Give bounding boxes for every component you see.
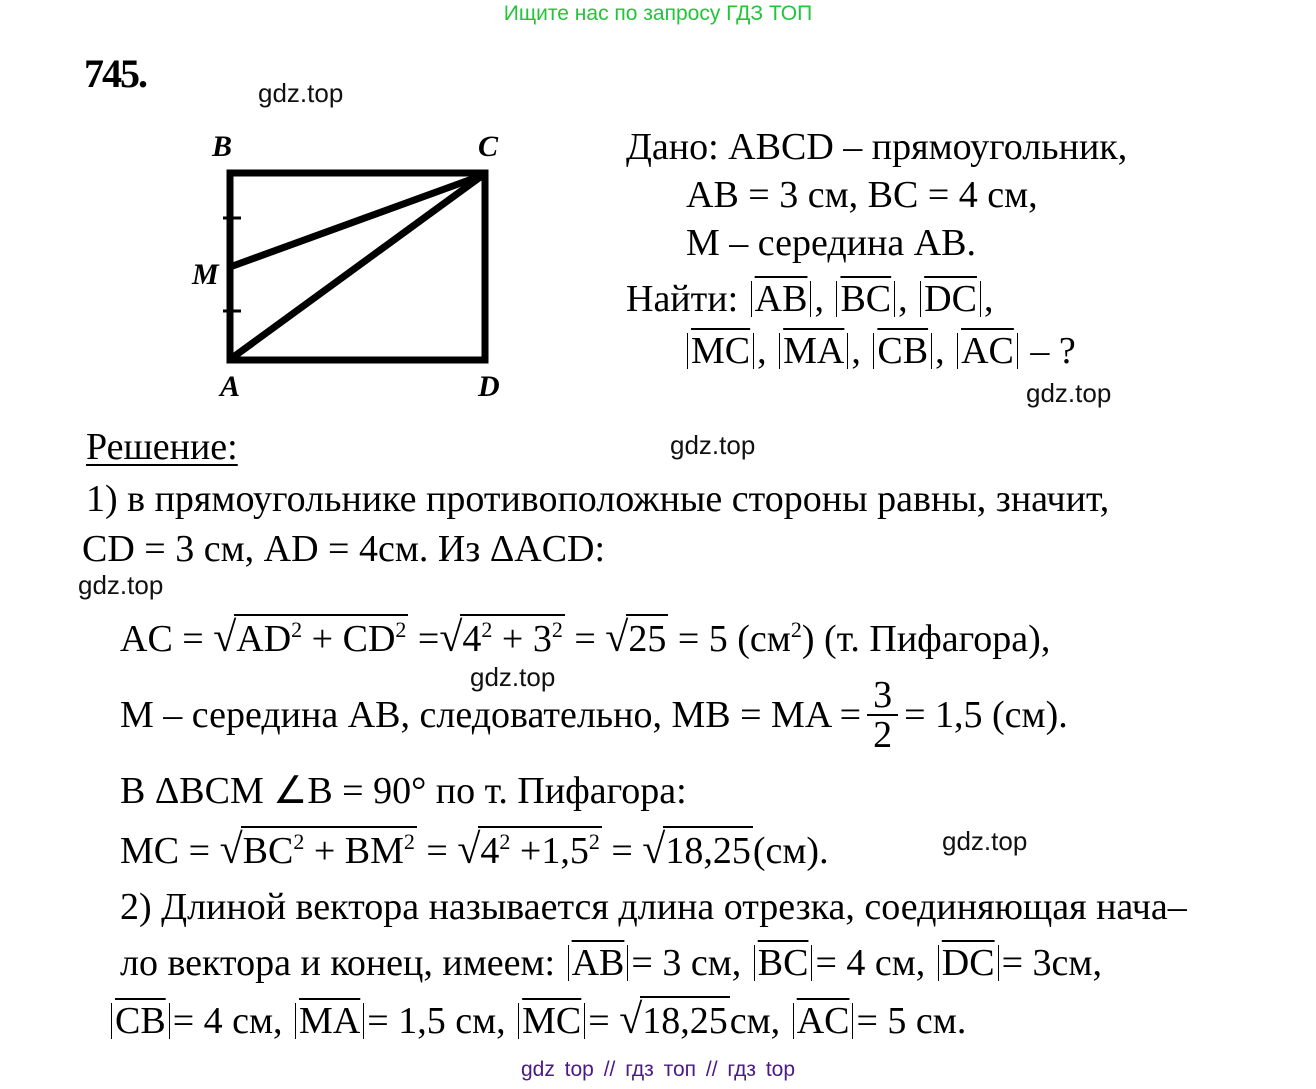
given-line-2: AB = 3 см, BC = 4 см, <box>686 174 1038 216</box>
vertex-label-a: A <box>220 370 241 403</box>
find-prefix: Найти: <box>626 278 739 320</box>
watermark: gdz.top <box>670 430 756 460</box>
vertex-label-c: C <box>478 130 499 163</box>
vector-cb: $\overline{CB}$ <box>877 330 929 372</box>
m-midpoint-line: M – середина AB, следовательно, MB = MA = $\frac{3}{2}$ = 1,5 (см). <box>120 674 1068 756</box>
step1-line-1: 1) в прямоугольнике противоположные стороны равны, значит, <box>86 478 1110 520</box>
vector-mc: $\overline{MC}$ <box>691 330 751 372</box>
vector-ac: $\overline{AC}$ <box>961 330 1014 372</box>
bcm-line: В ΔBCM ∠B = 90° по т. Пифагора: <box>120 770 687 812</box>
find-line-1: Найти: $\overline{AB}$ , $\overline{BC}$ , $\overline{DC}$ , <box>626 278 994 320</box>
step1-line-2: CD = 3 см, AD = 4см. Из ΔACD: <box>82 528 606 570</box>
vertex-label-d: D <box>478 370 500 403</box>
footer-watermark[interactable]: gdz top // гдз топ // гдз top <box>520 1058 796 1081</box>
given-line-3: M – середина AB. <box>686 222 977 264</box>
mc-formula: MC = $√BC^2 + BM^2 = √4^2 +1,5^2 = √18,25(см)$. <box>120 827 829 873</box>
ac-formula: AC = $√AD^2 + CD^2 =√4^2 + 3^2 = √25 = 5$ $(см^2)$ (т. Пифагора), <box>120 615 1051 661</box>
vector-bc: $\overline{BC}$ <box>840 278 892 320</box>
watermark: gdz.top <box>258 78 344 108</box>
watermark: gdz.top <box>78 570 164 600</box>
search-banner[interactable]: Ищите нас по запросу ГДЗ ТОП <box>503 2 813 25</box>
watermark: gdz.top <box>942 826 1028 856</box>
vector-dc: $\overline{DC}$ <box>924 278 977 320</box>
watermark: gdz.top <box>1026 378 1112 408</box>
vertex-label-m: M <box>192 258 219 291</box>
step2-line-1: 2) Длиной вектора называется длина отрезка, соединяющая нача– <box>120 886 1187 928</box>
vector-ma: $\overline{MA}$ <box>783 330 845 372</box>
rectangle-diagram <box>190 130 520 403</box>
rectangle-abcd-figure <box>190 130 520 400</box>
given-line-1: Дано: ABCD – прямоугольник, <box>626 126 1128 168</box>
vector-ab: $\overline{AB}$ <box>754 278 808 320</box>
watermark: gdz.top <box>470 662 556 692</box>
find-line-2: $\overline{MC}$ , $\overline{MA}$ , $\overline{CB}$ , $\overline{AC}$ – ? <box>684 328 1076 374</box>
step2-line-2: ло вектора и конец, имеем: $\overline{AB} = 3$ см, $\overline{BC} = 4$ см, $\overline{DC} = 3см$, <box>120 942 1102 984</box>
solution-heading: Решение: <box>86 426 238 468</box>
find-suffix: – ? <box>1030 330 1076 372</box>
problem-number: 745. <box>84 51 146 96</box>
step2-line-3: $\overline{CB} = 4$ см, $\overline{MA} = 1,5$ см, $\overline{MC} = √18,25см$, $\overline{AC} = 5$ см. <box>108 996 966 1044</box>
vertex-label-b: B <box>212 130 233 163</box>
fraction-3-2: $\frac{3}{2}$ <box>867 676 898 754</box>
